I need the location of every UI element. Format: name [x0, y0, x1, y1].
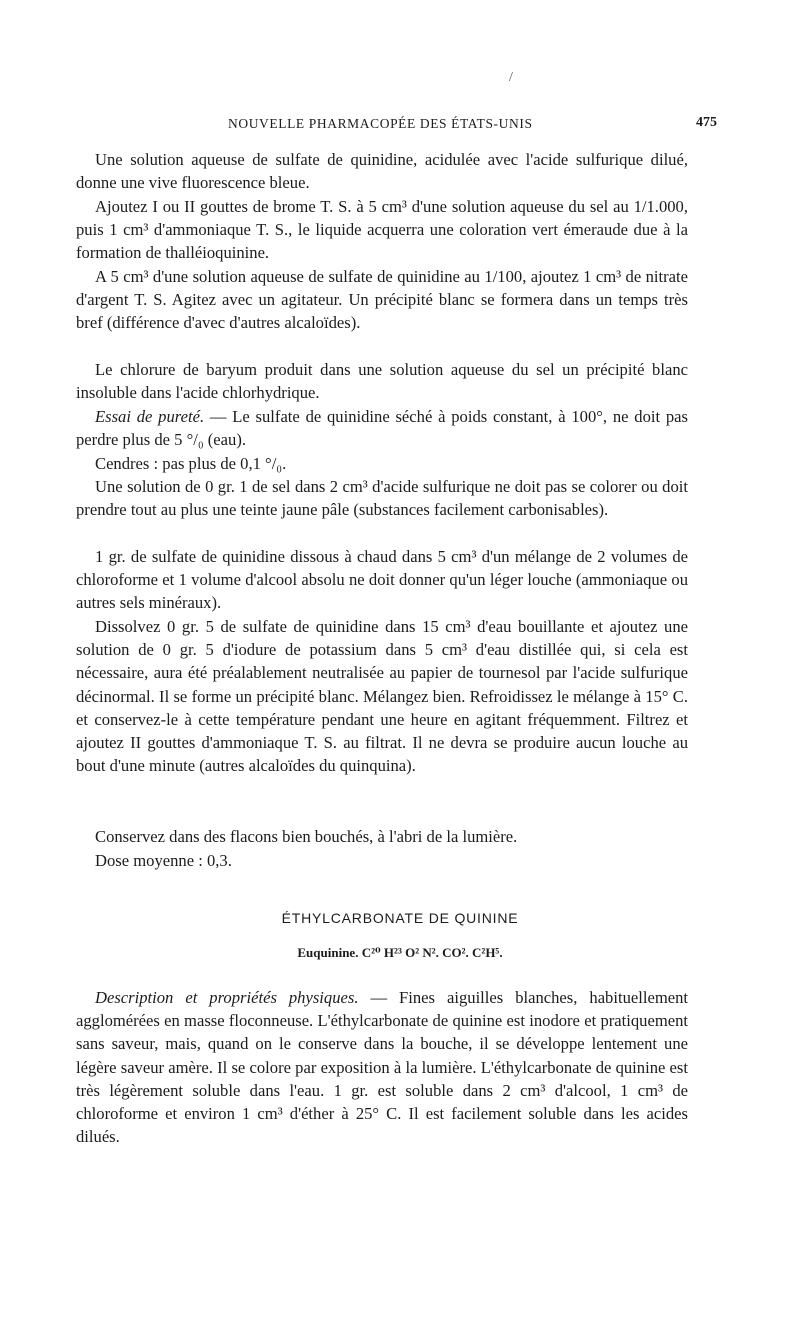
running-header: [0, 116, 800, 138]
description-text: — Fines aiguilles blanches, habituellement agglomérées en masse floconneuse. L'éthylcarbonate de quinine est inodore et pratiquement sans saveur, mais, quand on le conserve dans la bouche, il se développe lentement une légère saveur amère. Il se colore par exposition à la lumière. L'éthylcarbonate de quinine est très légèrement soluble dans l'eau. 1 gr. est soluble dans 2 cm³ d'alcool, 1 cm³ de chloroforme et environ 1 cm³ d'éther à 25° C. Il est facilement soluble dans les acides dilués.: [76, 988, 688, 1147]
purete-heading: Essai de pureté.: [95, 407, 205, 426]
description-heading: Description et propriétés physiques.: [95, 988, 359, 1007]
paragraph-cendres: Cendres : pas plus de 0,1 °/₀.: [95, 454, 287, 473]
paragraph-acide: Une solution de 0 gr. 1 de sel dans 2 cm³ d'acide sulfurique ne doit pas se colorer ou doit prendre tout au plus une teinte jaune pâle (substances facilement carbonisables).: [76, 477, 688, 520]
paragraph-conservez: Conservez dans des flacons bien bouchés, à l'abri de la lumière.: [95, 827, 518, 846]
header-title: NOUVELLE PHARMACOPÉE DES ÉTATS-UNIS: [228, 116, 533, 131]
paragraph-dissolvez: Dissolvez 0 gr. 5 de sulfate de quinidine dans 15 cm³ d'eau bouillante et ajoutez une solution de 0 gr. 5 d'iodure de potassium dans 5 cm³ d'eau distillée qui, si cela est nécessaire, aura été préalablement neutralisée au papier de tournesol par l'acide sulfurique décinormal. Il se forme un précipité blanc. Mélangez bien. Refroidissez le mélange à 15° C. et conservez-le à cette température pendant une heure en agitant fréquemment. Filtrez et ajoutez II gouttes d'ammoniaque T. S. au filtrat. Il ne devra se produire aucun louche au bout d'une minute (autres alcaloïdes du quinquina).: [76, 617, 688, 776]
purete-text: — Le sulfate de quinidine séché à poids constant, à 100°, ne doit pas perdre plus de 5 °/₀ (eau).: [76, 407, 688, 450]
page-mark: /: [509, 70, 513, 85]
page-number: 475: [696, 115, 717, 130]
paragraph-chlorure: Le chlorure de baryum produit dans une solution aqueuse du sel un précipité blanc insoluble dans l'acide chlorhydrique.: [76, 360, 688, 403]
section-title: ÉTHYLCARBONATE DE QUININE: [281, 910, 519, 926]
chemical-formula: Euquinine. C²⁰ H²³ O² N². CO². C²H⁵.: [297, 945, 503, 960]
paragraph-purete: [76, 405, 688, 451]
paragraph-description: [76, 986, 688, 1148]
paragraph-brome: Ajoutez I ou II gouttes de brome T. S. à 5 cm³ d'une solution aqueuse du sel au 1/1.000, puis 1 cm³ d'ammoniaque T. S., le liquide acquerra une coloration vert émeraude due à la formation de thalléioquinine.: [76, 197, 688, 263]
paragraph-fluorescence: Une solution aqueuse de sulfate de quinidine, acidulée avec l'acide sulfurique dilué, donne une vive fluorescence bleue.: [76, 150, 688, 193]
paragraph-dose: Dose moyenne : 0,3.: [95, 851, 232, 870]
paragraph-nitrate: A 5 cm³ d'une solution aqueuse de sulfate de quinidine au 1/100, ajoutez 1 cm³ de nitrate d'argent T. S. Agitez avec un agitateur. Un précipité blanc se formera dans un temps très bref (différence d'avec d'autres alcaloïdes).: [76, 267, 688, 333]
paragraph-chloroforme: 1 gr. de sulfate de quinidine dissous à chaud dans 5 cm³ d'un mélange de 2 volumes de chloroforme et 1 volume d'alcool absolu ne doit donner qu'un léger louche (ammoniaque ou autres sels minéraux).: [76, 547, 688, 613]
